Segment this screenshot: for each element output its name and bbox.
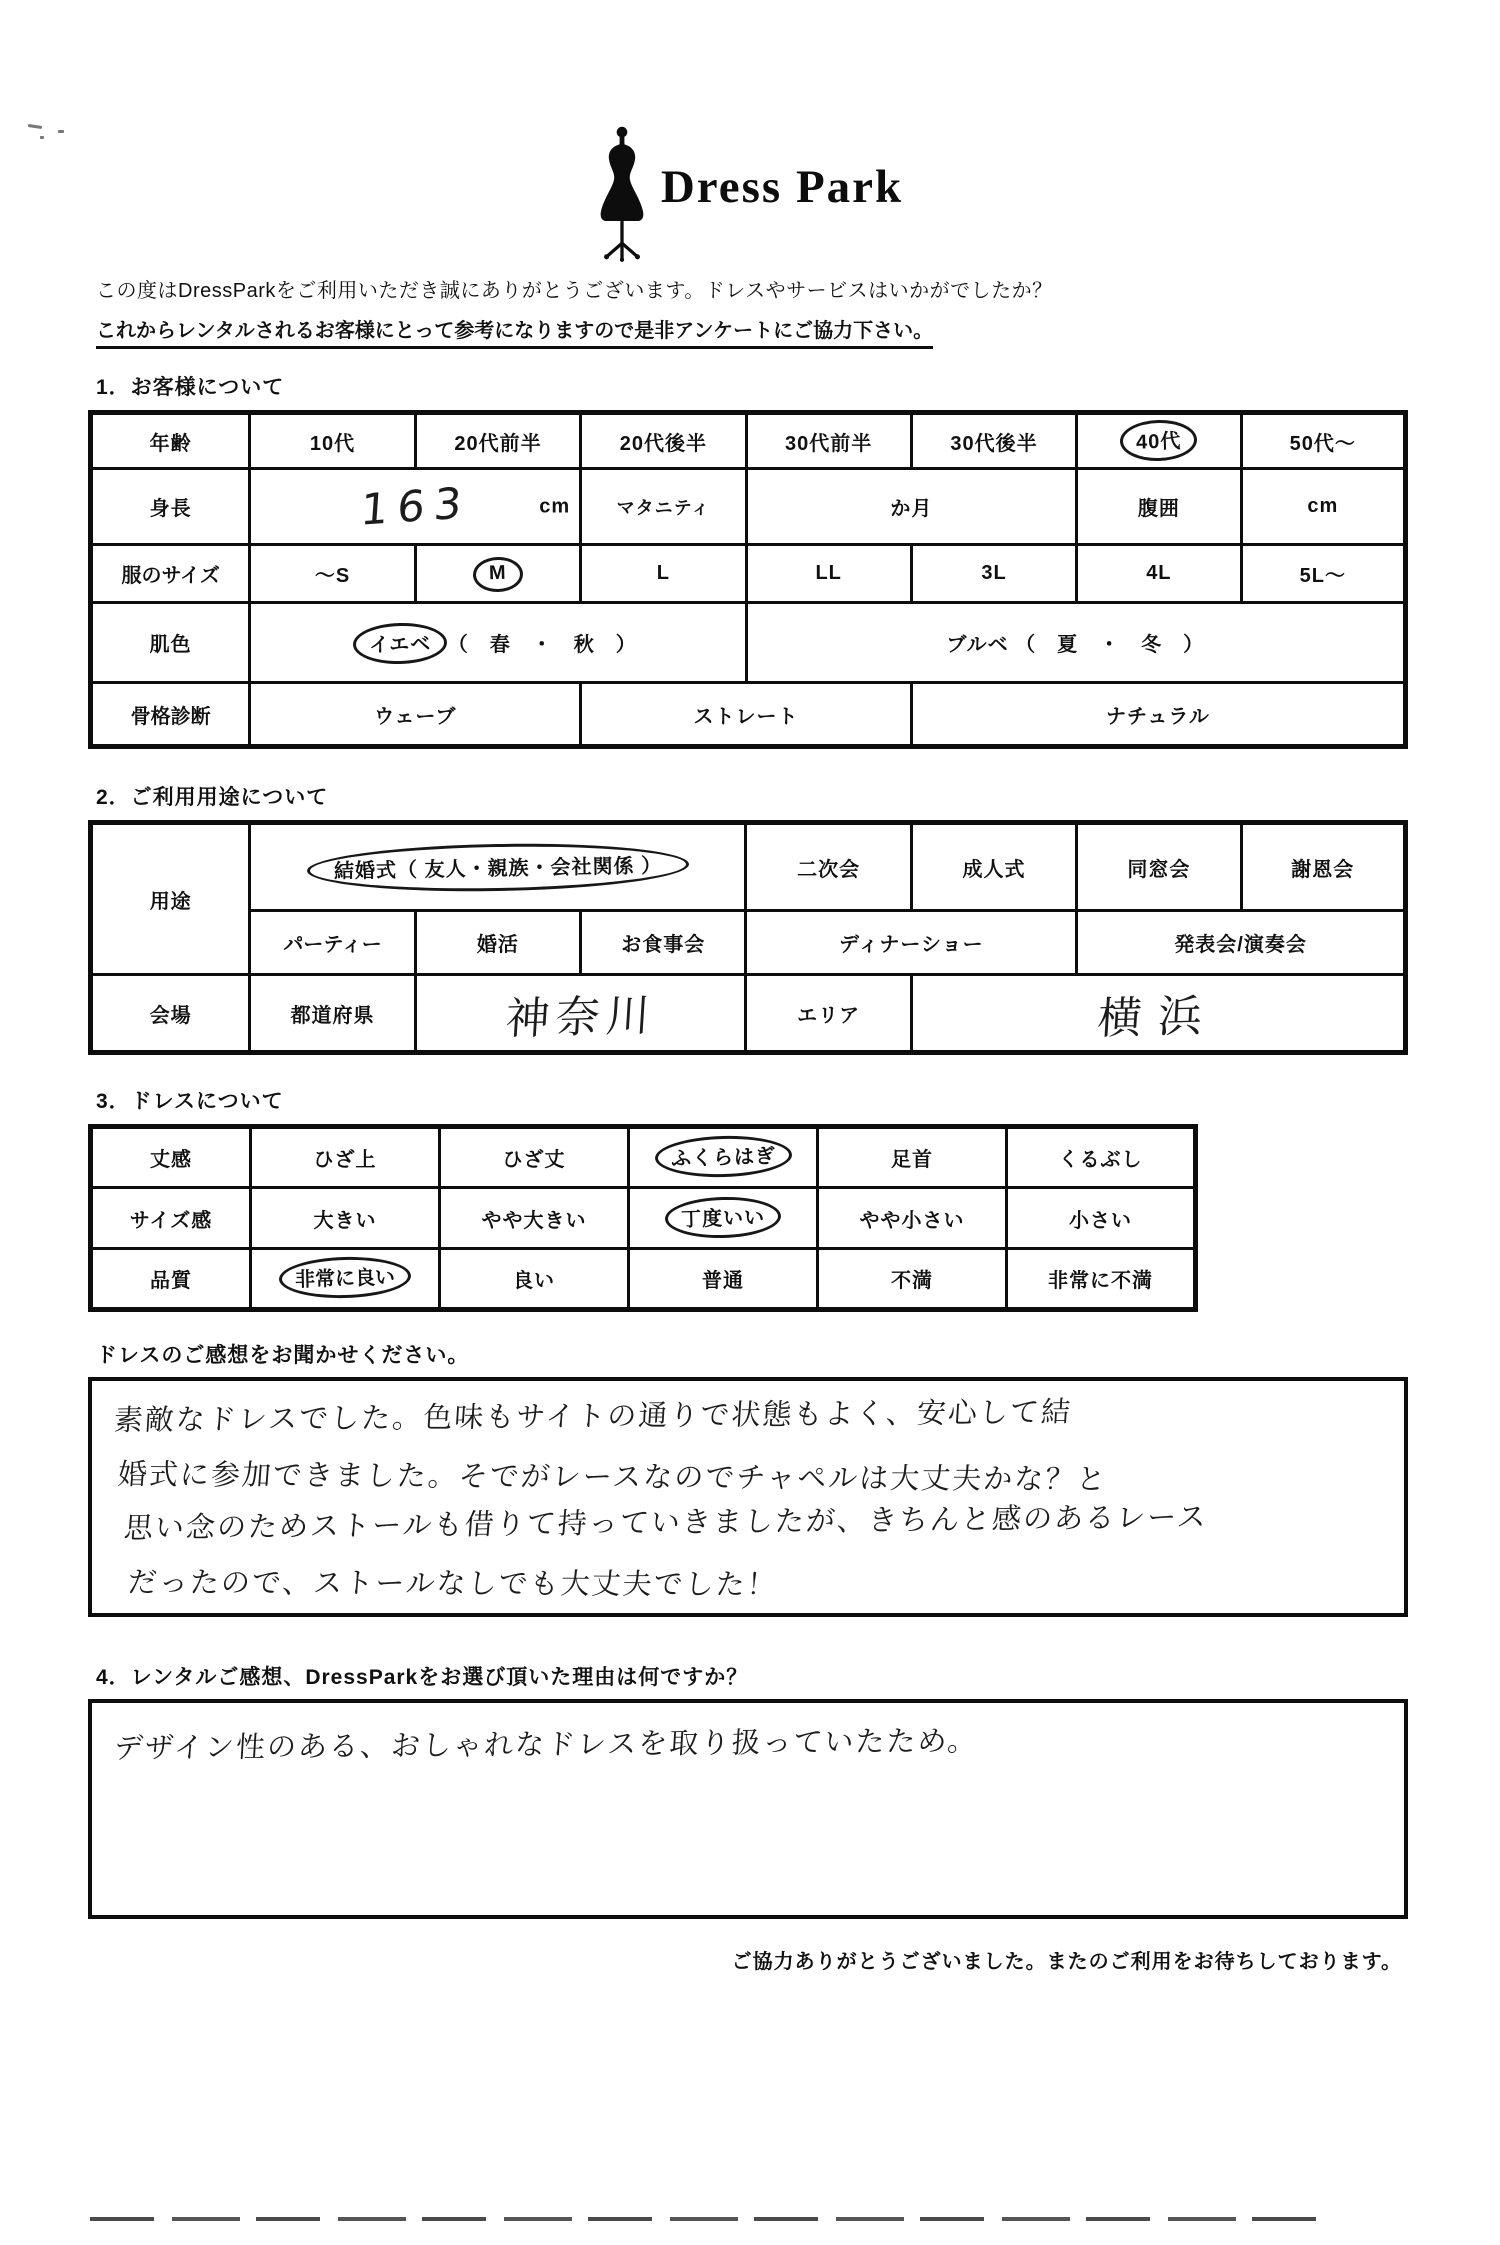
length-option: くるぶし [1007, 1127, 1196, 1188]
fit-row [91, 1188, 1196, 1249]
reason-box [88, 1699, 1408, 1919]
size-row [91, 545, 1406, 603]
feedback-handwritten-line: 婚式に参加できました。そでがレースなのでチャペルは大丈夫かな？と [116, 1457, 1109, 1497]
age-option: 30代後半 [911, 413, 1076, 469]
prefecture-handwritten-value: 神奈川 [503, 990, 658, 1045]
size-option: ～S [250, 545, 415, 603]
skin-tone-row [91, 603, 1406, 683]
fit-option: 大きい [251, 1188, 440, 1249]
underlined-request: これからレンタルされるお客様にとって参考になりますので是非アンケートにご協力下さい。 [96, 314, 933, 349]
size-option: 4L [1077, 545, 1241, 603]
fit-label: サイズ感 [91, 1188, 251, 1249]
purpose-option: ディナーショー [746, 911, 1077, 975]
selection-circle: 結婚式（ 友人・親族・会社関係 ） [306, 840, 689, 894]
age-label: 年齢 [91, 413, 250, 469]
purpose-option: お食事会 [581, 911, 746, 975]
quality-option-selected [251, 1249, 440, 1310]
length-option: 足首 [818, 1127, 1007, 1188]
height-unit: cm [539, 495, 571, 517]
purpose-option: 婚活 [415, 911, 580, 975]
scan-edge-line [90, 2217, 1320, 2221]
purpose-option: 発表会/演奏会 [1077, 911, 1406, 975]
selection-circle: 非常に良い [278, 1255, 411, 1299]
skin-yellow-cell [250, 603, 746, 683]
dress-table [88, 1124, 1198, 1312]
size-option: L [581, 545, 746, 603]
logo [88, 118, 1408, 268]
size-option: LL [746, 545, 911, 603]
usage-table [88, 820, 1408, 1055]
purpose-label: 用途 [91, 823, 250, 975]
frame-option: ストレート [581, 683, 912, 747]
waist-unit: cm [1241, 469, 1405, 545]
section2-title: 2．ご利用用途について [96, 786, 329, 809]
quality-row [91, 1249, 1196, 1310]
age-option: 10代 [250, 413, 415, 469]
frame-label: 骨格診断 [91, 683, 250, 747]
length-row [91, 1127, 1196, 1188]
purpose-option: 二次会 [746, 823, 911, 911]
feedback-handwritten-line: 素敵なドレスでした。色味もサイトの通りで状態もよく、安心して結 [112, 1394, 1074, 1437]
size-option-selected [415, 545, 580, 603]
frame-option: ナチュラル [911, 683, 1405, 747]
fit-option: やや小さい [818, 1188, 1007, 1249]
venue-label: 会場 [91, 975, 250, 1053]
length-option: ひざ上 [251, 1127, 440, 1188]
section4-title: 4．レンタルご感想、DressParkをお選び頂いた理由は何ですか？ [96, 1666, 749, 1689]
selection-circle: 40代 [1120, 418, 1198, 461]
size-label: 服のサイズ [91, 545, 250, 603]
feedback-handwritten-line: 思い念のためストールも借りて持っていきましたが、きちんと感のあるレース [122, 1499, 1210, 1545]
prefecture-label: 都道府県 [250, 975, 415, 1053]
age-option-selected [1077, 413, 1241, 469]
size-option: 5L～ [1241, 545, 1405, 603]
height-handwritten-value: 163 [358, 477, 472, 536]
section1-title: 1．お客様について [96, 376, 285, 399]
height-row [91, 469, 1406, 545]
fit-option: やや大きい [440, 1188, 629, 1249]
size-option: 3L [911, 545, 1076, 603]
purpose-row-2 [91, 911, 1406, 975]
quality-label: 品質 [91, 1249, 251, 1310]
purpose-option: 同窓会 [1077, 823, 1241, 911]
skin-yellow-seasons: （ 春 ・ 秋 ） [447, 634, 637, 656]
age-option: 20代後半 [581, 413, 746, 469]
fit-option: 小さい [1007, 1188, 1196, 1249]
quality-option: 不満 [818, 1249, 1007, 1310]
age-option: 20代前半 [415, 413, 580, 469]
length-option-selected [629, 1127, 818, 1188]
selection-circle: 丁度いい [664, 1195, 781, 1239]
frame-option: ウェーブ [250, 683, 581, 747]
skin-blue-seasons: （ 夏 ・ 冬 ） [1015, 634, 1205, 656]
reason-handwritten-line: デザイン性のある、おしゃれなドレスを取り扱っていたため。 [112, 1723, 980, 1765]
survey-page [0, 118, 1500, 1974]
customer-table [88, 410, 1408, 749]
purpose-row-1 [91, 823, 1406, 911]
closing-text: ご協力ありがとうございました。またのご利用をお待ちしております。 [731, 1951, 1402, 1973]
frame-diagnosis-row [91, 683, 1406, 747]
quality-option: 非常に不満 [1007, 1249, 1196, 1310]
age-row [91, 413, 1406, 469]
brand-name: Dress Park [660, 161, 904, 213]
intro-thanks-text: この度はDressParkをご利用いただき誠にありがとうございます。ドレスやサービスはいかがでしたか？ [96, 280, 1053, 302]
height-label: 身長 [91, 469, 250, 545]
feedback-handwritten-line: だったので、ストールなしでも大丈夫でした！ [126, 1565, 779, 1602]
prefecture-value-cell [415, 975, 746, 1053]
area-handwritten-value: 横浜 [1095, 990, 1220, 1045]
waist-label: 腹囲 [1077, 469, 1241, 545]
length-option: ひざ丈 [440, 1127, 629, 1188]
fit-option-selected [629, 1188, 818, 1249]
feedback-prompt: ドレスのご感想をお聞かせください。 [96, 1344, 470, 1367]
quality-option: 良い [440, 1249, 629, 1310]
venue-row [91, 975, 1406, 1053]
skin-label: 肌色 [91, 603, 250, 683]
length-label: 丈感 [91, 1127, 251, 1188]
age-option: 50代～ [1241, 413, 1405, 469]
quality-option: 普通 [629, 1249, 818, 1310]
feedback-box [88, 1377, 1408, 1617]
purpose-option: 成人式 [911, 823, 1076, 911]
dress-form-icon [593, 122, 651, 264]
purpose-option: パーティー [250, 911, 415, 975]
area-value-cell [911, 975, 1405, 1053]
height-value-cell [250, 469, 581, 545]
skin-blue-cell [746, 603, 1405, 683]
purpose-option-selected [250, 823, 746, 911]
selection-circle: M [473, 556, 524, 592]
purpose-option: 謝恩会 [1241, 823, 1405, 911]
selection-circle: イエベ [353, 622, 448, 665]
maternity-label: マタニティ [581, 469, 746, 545]
skin-blue-base: ブルベ [946, 634, 1009, 656]
age-option: 30代前半 [746, 413, 911, 469]
area-label: エリア [746, 975, 911, 1053]
selection-circle: ふくらはぎ [654, 1134, 792, 1179]
section3-title: 3．ドレスについて [96, 1090, 284, 1113]
intro-request-text [88, 314, 1408, 349]
maternity-months-label: か月 [746, 469, 1077, 545]
